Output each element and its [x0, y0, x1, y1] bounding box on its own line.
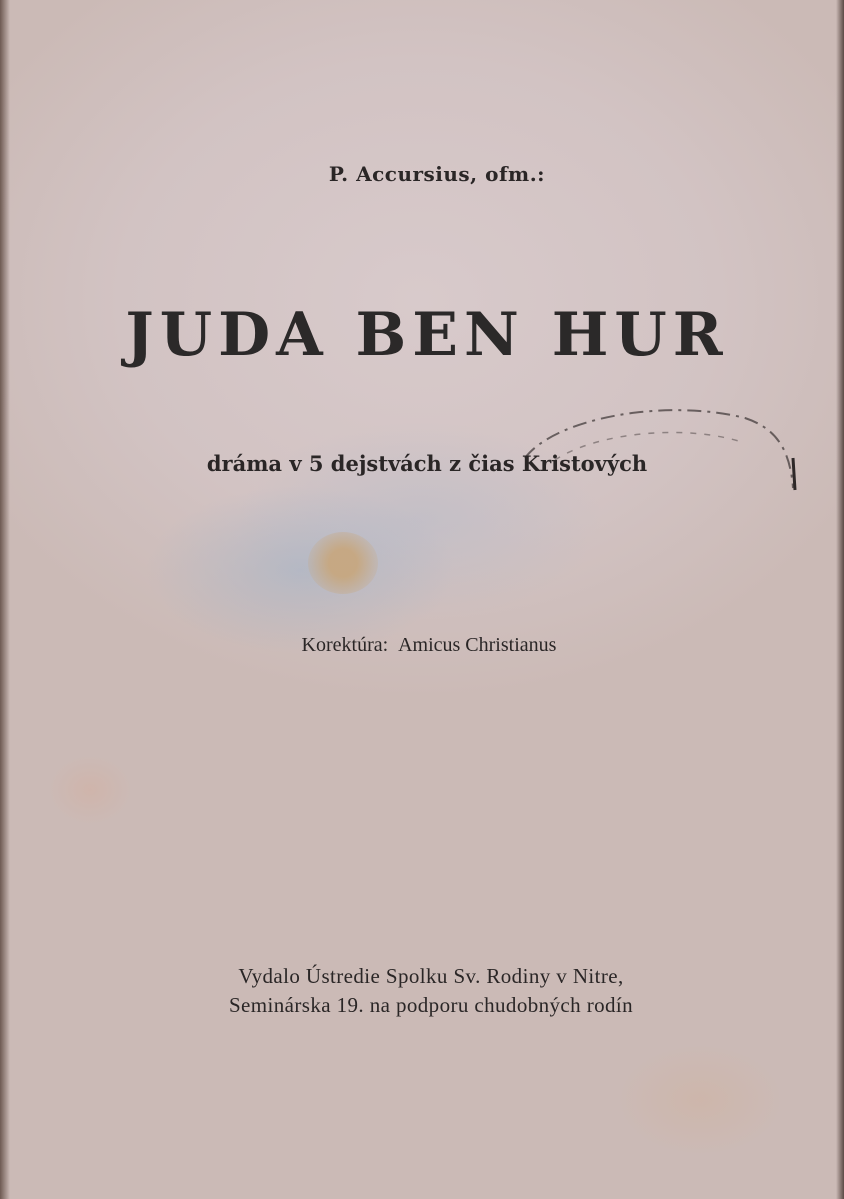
book-title: JUDA BEN HUR: [125, 300, 729, 370]
water-stain-spot: [308, 532, 378, 594]
publisher-line-2: Seminárska 19. na podporu chudobných rodín: [228, 993, 634, 1017]
editor-label: Korektúra:: [301, 634, 389, 656]
editor-name: Amicus Christianus: [398, 634, 557, 656]
publisher-line-1: Vydalo Ústredie Spolku Sv. Rodiny v Nitre,: [238, 964, 624, 988]
editor-credit: [0, 634, 844, 657]
book-subtitle: dráma v 5 dejstvách z čias Kristových: [206, 451, 648, 476]
author-name: P. Accursius, ofm.:: [328, 162, 546, 186]
publisher-info: [0, 962, 844, 1020]
